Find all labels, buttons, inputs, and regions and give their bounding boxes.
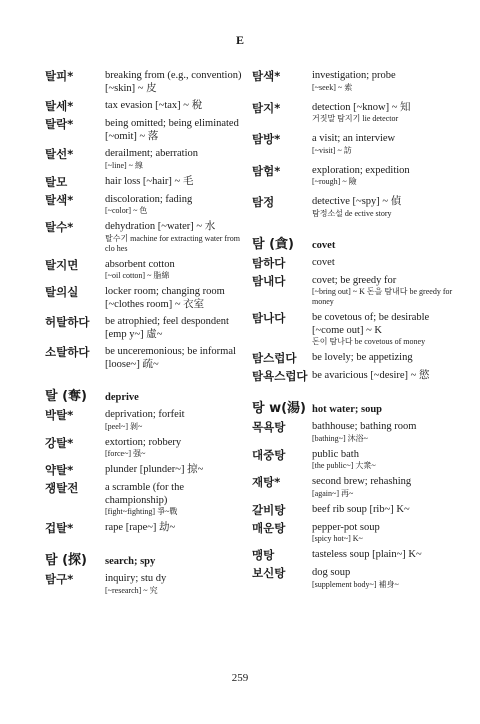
section-meaning: deprive: [105, 392, 139, 403]
section-heading: [45, 549, 245, 568]
definition: [312, 567, 460, 590]
headword: 탐색*: [252, 69, 281, 83]
headword: 탈수*: [45, 220, 74, 234]
headword: 소탈하다: [45, 345, 90, 359]
page-header-letter: E: [235, 33, 244, 47]
headword: 갈비탕: [252, 502, 286, 517]
definition: [312, 522, 460, 545]
entry: [252, 549, 460, 562]
headword: 탐내다: [252, 273, 286, 288]
entry-list-tang-soup: [252, 421, 460, 590]
definition: locker room; changing room [~clothes room] ~ 衣室: [105, 286, 225, 310]
definition-sub: 돈이 탐나다 be covetous of money: [312, 337, 426, 346]
entry: [45, 409, 245, 432]
entry: [45, 346, 245, 371]
entry: [45, 573, 245, 596]
definition: covet: [312, 256, 335, 268]
definition-sub: [again~] 再~: [312, 488, 354, 498]
headword: 탈색*: [45, 192, 74, 207]
definition-main: second brew; rehashing: [312, 476, 412, 487]
definition: [105, 194, 245, 217]
definition-main: detection [~know] ~ 知: [312, 101, 411, 113]
definition-main: public bath: [312, 448, 359, 460]
definition: [312, 476, 460, 499]
headword: 탐구*: [45, 572, 74, 586]
headword: 박탈*: [45, 408, 74, 422]
definition-sub: 탐정소설 de ective story: [312, 208, 392, 218]
headword: 탈피*: [45, 69, 74, 83]
page-number: 259: [231, 672, 249, 684]
definition: [105, 409, 245, 432]
section-meaning: covet: [312, 239, 336, 251]
definition-sub: [~line] ~ 線: [105, 160, 143, 170]
definition-main: a visit; an interview: [312, 133, 396, 144]
definition-sub: 거짓말 탐지기 lie detector: [312, 114, 399, 123]
definition-main: extortion; robbery: [105, 436, 182, 448]
definition: [312, 196, 460, 219]
entry: [252, 133, 460, 156]
definition-sub: [~oil cotton] ~ 脂綿: [105, 271, 170, 280]
entry: [252, 312, 460, 347]
left-column: [45, 70, 245, 596]
headword: 재탕*: [252, 475, 281, 489]
headword: 탐정: [252, 195, 275, 209]
headword: 맹탕: [252, 548, 275, 562]
definition: plunder [plunder~] 掠~: [105, 464, 204, 475]
definition: [105, 482, 245, 517]
entry: [252, 567, 460, 590]
entry: [45, 437, 245, 460]
headword: 탐방*: [252, 132, 281, 146]
definition: [105, 148, 245, 171]
headword: 매운탕: [252, 520, 286, 535]
definition-main: absorbent cotton: [105, 258, 175, 270]
definition-sub: [supplement body~] 補身~: [312, 579, 399, 589]
section-meaning: search; spy: [105, 556, 156, 567]
headword: 탐하다: [252, 255, 286, 270]
headword: 탐스럽다: [252, 351, 297, 365]
entry: [252, 449, 460, 472]
entry: [252, 275, 460, 308]
definition-sub: 탈수기 machine for extracting water from clo hes: [105, 233, 240, 253]
definition: rape [rape~] 劫~: [105, 522, 176, 533]
definition-sub: [~research] ~ 究: [105, 585, 158, 595]
headword: 탈모: [45, 174, 68, 189]
definition-main: a scramble (for the championship): [105, 482, 185, 506]
entry: [252, 476, 460, 499]
section-heading: [252, 397, 460, 416]
entry: [45, 100, 245, 113]
definition-main: deprivation; forfeit: [105, 409, 185, 420]
definition-sub: [the public~] 大衆~: [312, 461, 376, 470]
section-title: 탈 (奪): [45, 389, 87, 404]
definition: be atrophied; feel despondent [emp y~] 虛~: [105, 316, 229, 340]
definition-main: dog soup: [312, 567, 351, 578]
definition-main: discoloration; fading: [105, 193, 193, 205]
definition-sub: [spicy hot~] K~: [312, 534, 363, 543]
entry: [252, 196, 460, 219]
definition-sub: [force~] 强~: [105, 449, 146, 458]
entry: [45, 176, 245, 189]
section-title: 탐 (探): [45, 553, 87, 568]
definition-main: exploration; expedition: [312, 164, 410, 176]
definition-sub: [~bring out] ~ K 돈을 탐내다 be greedy for money: [312, 287, 453, 306]
definition: [312, 165, 460, 188]
definition-main: pepper-pot soup: [312, 521, 380, 533]
entry: [252, 421, 460, 444]
definition-sub: [peel~] 剝~: [105, 421, 143, 431]
entry: [45, 464, 245, 477]
definition: [312, 421, 460, 444]
entry-list-tam-covet: [252, 257, 460, 384]
definition: [105, 259, 245, 282]
definition: be avaricious [~desire] ~ 慾: [312, 370, 430, 381]
headword: 탈지면: [45, 257, 79, 272]
definition: [105, 221, 245, 254]
definition-main: inquiry; stu dy: [105, 573, 167, 584]
definition-main: detective [~spy] ~ 偵: [312, 196, 402, 207]
headword: 탈선*: [45, 147, 74, 161]
section-title: 탐 (貪): [252, 236, 294, 252]
entry-list-tal: [45, 70, 245, 371]
definition: be lovely; be appetizing: [312, 352, 413, 363]
headword: 탈락*: [45, 117, 74, 131]
headword: 목욕탕: [252, 420, 286, 434]
entry: [252, 522, 460, 545]
entry: [45, 286, 245, 311]
definition-sub: [~color] ~ 色: [105, 206, 148, 215]
headword: 쟁탈전: [45, 481, 79, 495]
definition: [105, 437, 245, 460]
headword: 탐나다: [252, 311, 286, 325]
entry: [45, 221, 245, 254]
entry: [45, 148, 245, 171]
definition-main: investigation; probe: [312, 70, 396, 81]
headword: 탐욕스럽다: [252, 369, 308, 383]
headword: 강탈*: [45, 435, 74, 450]
definition: tax evasion [~tax] ~ 稅: [105, 100, 203, 111]
headword: 탐험*: [252, 163, 281, 178]
entry: [45, 118, 245, 143]
headword: 허탈하다: [45, 315, 90, 329]
entry: [252, 257, 460, 270]
definition: [312, 312, 460, 347]
headword: 탐지*: [252, 100, 281, 115]
definition-sub: [fight~fighting] 爭~戰: [105, 507, 178, 516]
definition: [312, 70, 460, 93]
entry: [252, 165, 460, 188]
definition: beef rib soup [rib~] K~: [312, 503, 410, 515]
section-heading: [45, 385, 245, 404]
entry: [45, 70, 245, 95]
definition-main: bathhouse; bathing room: [312, 421, 417, 432]
entry-list-tam-search: [252, 70, 460, 219]
definition: be unceremonious; be informal [loose~] 疏~: [105, 346, 236, 370]
definition-sub: [~visit] ~ 訪: [312, 145, 352, 155]
entry: [45, 316, 245, 341]
section-title: 탕 w(湯): [252, 401, 306, 416]
entry: [252, 352, 460, 365]
entry: [252, 70, 460, 93]
entry: [45, 194, 245, 217]
headword: 약탈*: [45, 463, 74, 477]
definition-main: be covetous of; be desirable [~come out] ~ K: [312, 312, 430, 336]
definition-main: derailment; aberration: [105, 148, 198, 159]
headword: 탈의실: [45, 285, 79, 299]
headword: 보신탕: [252, 566, 286, 580]
entry-list-tal-deprive: [45, 409, 245, 535]
definition-main: dehydration [~water] ~ 水: [105, 221, 216, 232]
definition: tasteless soup [plain~] K~: [312, 549, 422, 560]
entry: [252, 370, 460, 383]
definition-main: covet; be greedy for: [312, 274, 397, 286]
entry: [45, 259, 245, 282]
section-meaning: hot water; soup: [312, 404, 382, 415]
headword: 대중탕: [252, 447, 286, 462]
entry: [252, 504, 460, 517]
headword: 탈세*: [45, 99, 74, 113]
definition: breaking from (e.g., convention) [~skin] ~ 皮: [105, 70, 242, 94]
headword: 겁탈*: [45, 521, 74, 535]
entry: [45, 482, 245, 517]
definition: [312, 133, 460, 156]
definition-sub: [~rough] ~ 險: [312, 177, 357, 186]
definition: [105, 573, 245, 596]
definition: [312, 102, 460, 125]
right-column: [252, 70, 460, 590]
section-heading: [252, 233, 460, 252]
definition: being omitted; being eliminated [~omit] ~ 落: [105, 118, 239, 142]
definition: hair loss [~hair] ~ 毛: [105, 175, 194, 187]
definition: [312, 275, 460, 308]
entry: [252, 102, 460, 125]
entry: [45, 522, 245, 535]
definition-sub: [~seek] ~ 索: [312, 82, 353, 92]
definition-sub: [bathing~] 沐浴~: [312, 433, 368, 443]
definition: [312, 449, 460, 472]
